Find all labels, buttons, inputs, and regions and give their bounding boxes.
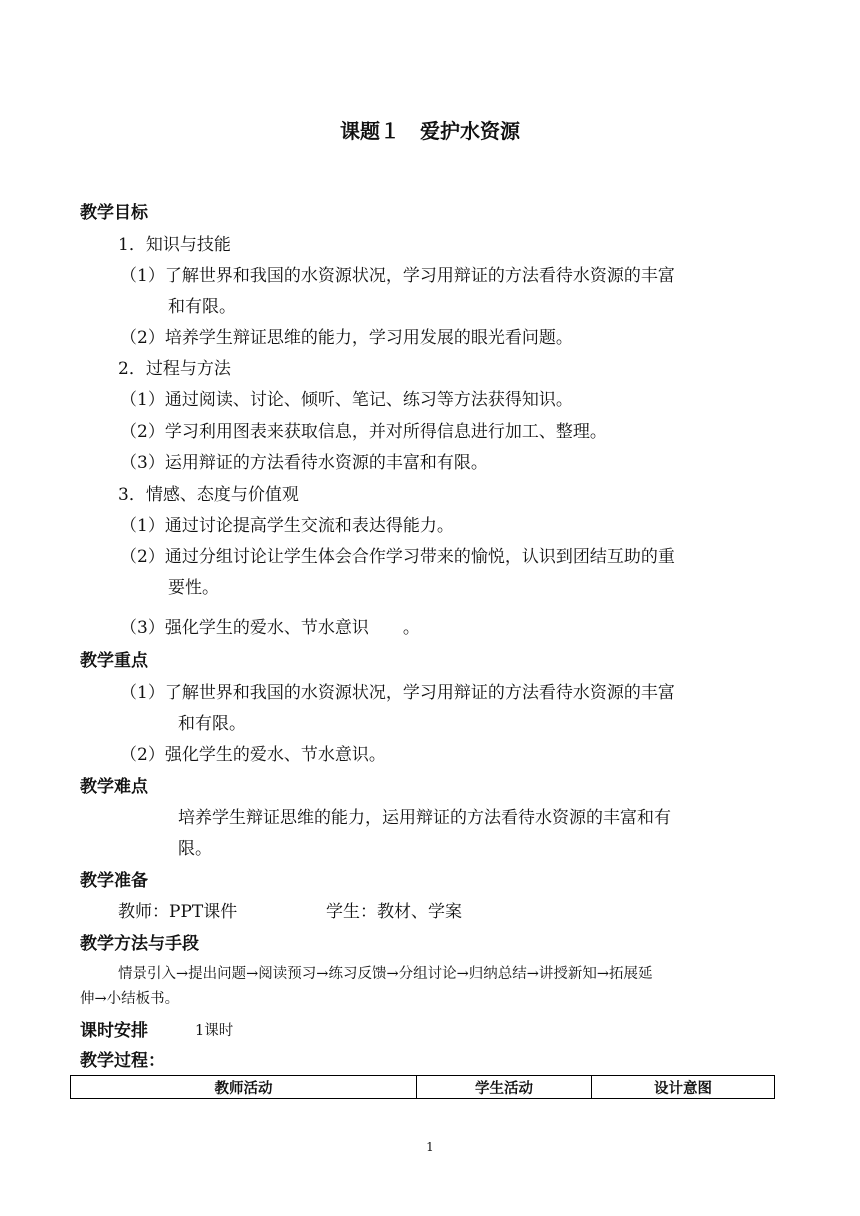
difficulties-line: 培养学生辩证思维的能力，运用辩证的方法看待水资源的丰富和有 [178,808,671,828]
goals-s3-item-3: （3）强化学生的爱水、节水意识 。 [120,618,420,638]
difficulties-heading: 教学难点 [80,777,148,797]
difficulties-line-cont: 限。 [178,839,212,859]
preparation-heading: 教学准备 [80,871,148,891]
key-point-2: （2）强化学生的爱水、节水意识。 [120,745,386,765]
page-title: 课题１ 爱护水资源 [340,119,520,143]
process-table-header-row [71,1076,775,1099]
goals-s2-item-3: （3）运用辩证的方法看待水资源的丰富和有限。 [120,453,488,473]
goals-s1-item-1: （1）了解世界和我国的水资源状况，学习用辩证的方法看待水资源的丰富 [120,266,675,286]
schedule-value: 1课时 [195,1023,234,1039]
goals-section-2: 2．过程与方法 [118,359,231,379]
key-point-1: （1）了解世界和我国的水资源状况，学习用辩证的方法看待水资源的丰富 [120,683,675,703]
goals-s3-item-2-cont: 要性。 [168,578,219,598]
goals-section-1: 1．知识与技能 [118,235,231,255]
key-points-heading: 教学重点 [80,651,148,671]
goals-s1-item-1-cont: 和有限。 [168,297,236,317]
key-point-1-cont: 和有限。 [178,714,246,734]
goals-heading: 教学目标 [80,203,148,223]
column-design-intent: 设计意图 [592,1076,775,1099]
preparation-student: 学生：教材、学案 [326,902,462,922]
methods-line: 情景引入→提出问题→阅读预习→练习反馈→分组讨论→归纳总结→讲授新知→拓展延 [118,966,653,982]
goals-s2-item-2: （2）学习利用图表来获取信息，并对所得信息进行加工、整理。 [120,422,607,442]
goals-s3-item-1: （1）通过讨论提高学生交流和表达得能力。 [120,516,454,536]
page-number: 1 [426,1140,434,1154]
goals-s3-item-2: （2）通过分组讨论让学生体会合作学习带来的愉悦，认识到团结互助的重 [120,547,675,567]
schedule-heading: 课时安排 [80,1021,148,1041]
column-teacher-activity: 教师活动 [71,1076,417,1099]
process-table [70,1075,775,1099]
goals-section-3: 3．情感、态度与价值观 [118,485,299,505]
methods-line-cont: 伸→小结板书。 [80,991,180,1007]
preparation-teacher: 教师：PPT课件 [118,902,238,922]
goals-s1-item-2: （2）培养学生辩证思维的能力，学习用发展的眼光看问题。 [120,328,573,348]
process-heading: 教学过程： [80,1051,165,1071]
goals-s2-item-1: （1）通过阅读、讨论、倾听、笔记、练习等方法获得知识。 [120,390,573,410]
methods-heading: 教学方法与手段 [80,934,199,954]
column-student-activity: 学生活动 [417,1076,592,1099]
